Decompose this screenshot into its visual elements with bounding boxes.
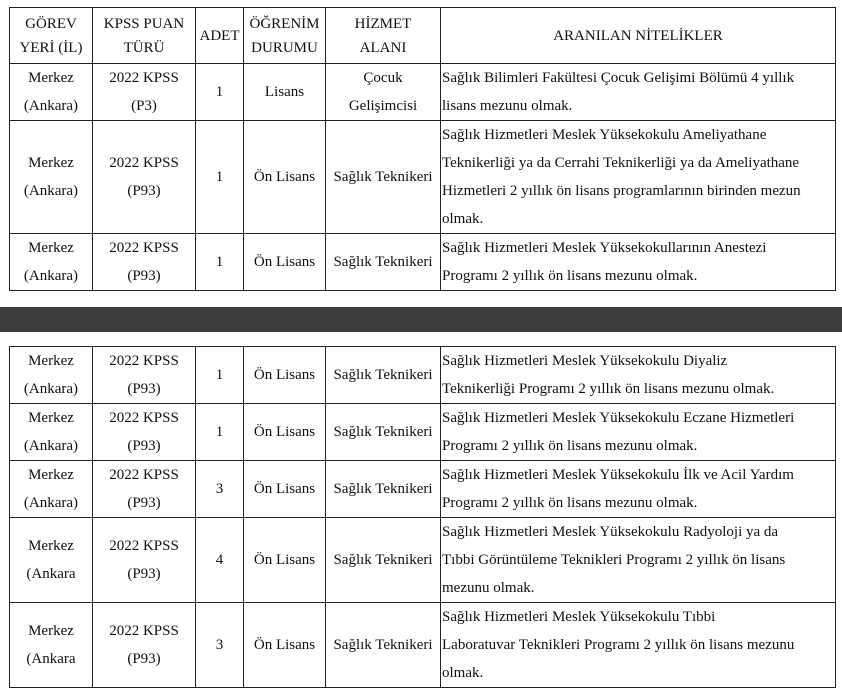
cell-hizmet-alani-line: Gelişimcisi — [348, 98, 418, 114]
cell-ogrenim-durumu: Ön Lisans — [244, 518, 326, 603]
header-gorev-yeri: GÖREV YERİ (İL) — [10, 8, 93, 64]
cell-aranilan-nitelikler — [441, 404, 836, 461]
cell-adet: 1 — [196, 234, 244, 291]
cell-hizmet-alani-line: Sağlık Teknikeri — [333, 254, 433, 270]
cell-gorev-yeri-line: Merkez — [28, 155, 74, 171]
cell-gorev-yeri-line: Merkez — [28, 240, 74, 256]
cell-hizmet-alani — [326, 347, 441, 404]
cell-kpss-puan-turu-line: (P3) — [131, 98, 157, 114]
cell-ogrenim-durumu: Ön Lisans — [244, 461, 326, 518]
cell-gorev-yeri-line: Merkez — [28, 538, 74, 554]
cell-kpss-puan-turu — [93, 404, 196, 461]
cell-gorev-yeri-line: (Ankara — [26, 566, 76, 582]
cell-aranilan-nitelikler-line: Teknikerliği Programı 2 yıllık ön lisans mezunu olmak. — [442, 381, 775, 397]
cell-kpss-puan-turu-line: 2022 KPSS — [109, 623, 179, 639]
table-row — [10, 347, 836, 404]
cell-adet: 1 — [196, 404, 244, 461]
cell-aranilan-nitelikler-line: mezunu olmak. — [442, 580, 535, 596]
cell-aranilan-nitelikler-line: Sağlık Hizmetleri Meslek Yüksekokulu İlk ve Acil Yardım — [442, 467, 794, 483]
cell-kpss-puan-turu-line: (P93) — [127, 183, 161, 199]
cell-kpss-puan-turu-line: 2022 KPSS — [109, 467, 179, 483]
cell-hizmet-alani — [326, 518, 441, 603]
table-row — [10, 603, 836, 688]
cell-aranilan-nitelikler-line: Programı 2 yıllık ön lisans mezunu olmak. — [442, 438, 698, 454]
table-row — [10, 461, 836, 518]
cell-kpss-puan-turu-line: (P93) — [127, 268, 161, 284]
table-row — [10, 121, 836, 234]
cell-ogrenim-durumu: Ön Lisans — [244, 234, 326, 291]
cell-hizmet-alani — [326, 461, 441, 518]
cell-kpss-puan-turu-line: 2022 KPSS — [109, 155, 179, 171]
cell-aranilan-nitelikler-line: Sağlık Hizmetleri Meslek Yüksekokulu Radyoloji ya da — [442, 524, 779, 540]
cell-adet: 4 — [196, 518, 244, 603]
cell-aranilan-nitelikler-line: Programı 2 yıllık ön lisans mezunu olmak. — [442, 268, 698, 284]
cell-gorev-yeri — [10, 347, 93, 404]
cell-hizmet-alani-line: Sağlık Teknikeri — [333, 552, 433, 568]
cell-aranilan-nitelikler-line: lisans mezunu olmak. — [442, 98, 573, 114]
cell-hizmet-alani — [326, 234, 441, 291]
cell-hizmet-alani — [326, 603, 441, 688]
cell-gorev-yeri-line: Merkez — [28, 623, 74, 639]
page-divider — [0, 307, 842, 332]
cell-aranilan-nitelikler — [441, 121, 836, 234]
cell-gorev-yeri-line: (Ankara) — [23, 381, 79, 397]
cell-gorev-yeri-line: (Ankara) — [23, 183, 79, 199]
cell-kpss-puan-turu-line: 2022 KPSS — [109, 410, 179, 426]
cell-gorev-yeri-line: (Ankara) — [23, 495, 79, 511]
cell-kpss-puan-turu — [93, 121, 196, 234]
table-row — [10, 64, 836, 121]
cell-gorev-yeri — [10, 64, 93, 121]
header-aranilan-nitelikler: ARANILAN NİTELİKLER — [441, 8, 836, 64]
cell-gorev-yeri — [10, 461, 93, 518]
cell-kpss-puan-turu — [93, 461, 196, 518]
cell-aranilan-nitelikler — [441, 234, 836, 291]
cell-gorev-yeri-line: (Ankara — [26, 651, 76, 667]
cell-gorev-yeri-line: Merkez — [28, 467, 74, 483]
cell-aranilan-nitelikler-line: Sağlık Hizmetleri Meslek Yüksekokullarının Anestezi — [442, 240, 767, 256]
cell-kpss-puan-turu-line: 2022 KPSS — [109, 70, 179, 86]
header-adet: ADET — [196, 8, 244, 64]
cell-gorev-yeri — [10, 518, 93, 603]
header-row — [10, 8, 836, 64]
cell-gorev-yeri — [10, 121, 93, 234]
table-row — [10, 518, 836, 603]
cell-aranilan-nitelikler — [441, 347, 836, 404]
cell-kpss-puan-turu-line: 2022 KPSS — [109, 353, 179, 369]
cell-aranilan-nitelikler — [441, 603, 836, 688]
cell-ogrenim-durumu: Ön Lisans — [244, 121, 326, 234]
cell-aranilan-nitelikler-line: Programı 2 yıllık ön lisans mezunu olmak. — [442, 495, 698, 511]
cell-aranilan-nitelikler-line: Sağlık Hizmetleri Meslek Yüksekokulu Ameliyathane — [442, 127, 767, 143]
job-table-top — [9, 7, 836, 291]
cell-gorev-yeri-line: (Ankara) — [23, 438, 79, 454]
cell-ogrenim-durumu: Lisans — [244, 64, 326, 121]
cell-kpss-puan-turu-line: (P93) — [127, 651, 161, 667]
cell-aranilan-nitelikler-line: olmak. — [442, 211, 484, 227]
cell-hizmet-alani — [326, 64, 441, 121]
cell-kpss-puan-turu-line: 2022 KPSS — [109, 240, 179, 256]
cell-hizmet-alani — [326, 404, 441, 461]
cell-kpss-puan-turu-line: (P93) — [127, 381, 161, 397]
cell-gorev-yeri-line: Merkez — [28, 410, 74, 426]
job-table-bottom — [9, 346, 836, 688]
cell-kpss-puan-turu-line: (P93) — [127, 495, 161, 511]
cell-aranilan-nitelikler-line: Teknikerliği ya da Cerrahi Teknikerliği ya da Ameliyathane — [442, 155, 800, 171]
cell-gorev-yeri — [10, 603, 93, 688]
cell-gorev-yeri-line: (Ankara) — [23, 98, 79, 114]
cell-hizmet-alani-line: Sağlık Teknikeri — [333, 367, 433, 383]
cell-aranilan-nitelikler — [441, 518, 836, 603]
cell-aranilan-nitelikler-line: Sağlık Hizmetleri Meslek Yüksekokulu Tıbbi — [442, 609, 716, 625]
cell-gorev-yeri — [10, 404, 93, 461]
cell-aranilan-nitelikler-line: Tıbbi Görüntüleme Teknikleri Programı 2 yıllık ön lisans — [442, 552, 786, 568]
cell-hizmet-alani-line: Sağlık Teknikeri — [333, 424, 433, 440]
cell-aranilan-nitelikler-line: Hizmetleri 2 yıllık ön lisans programlarının birinden mezun — [442, 183, 801, 199]
header-ogrenim-durumu: ÖĞRENİM DURUMU — [244, 8, 326, 64]
cell-ogrenim-durumu: Ön Lisans — [244, 603, 326, 688]
table-row — [10, 404, 836, 461]
cell-hizmet-alani-line: Sağlık Teknikeri — [333, 637, 433, 653]
cell-aranilan-nitelikler-line: Laboratuvar Teknikleri Programı 2 yıllık ön lisans mezunu — [442, 637, 795, 653]
cell-hizmet-alani-line: Sağlık Teknikeri — [333, 481, 433, 497]
cell-adet: 1 — [196, 121, 244, 234]
cell-kpss-puan-turu — [93, 234, 196, 291]
cell-aranilan-nitelikler — [441, 64, 836, 121]
cell-hizmet-alani — [326, 121, 441, 234]
cell-gorev-yeri — [10, 234, 93, 291]
cell-aranilan-nitelikler-line: olmak. — [442, 665, 484, 681]
header-hizmet-alani: HİZMET ALANI — [326, 8, 441, 64]
cell-kpss-puan-turu-line: (P93) — [127, 438, 161, 454]
header-kpss-puan-turu: KPSS PUAN TÜRÜ — [93, 8, 196, 64]
table-row — [10, 234, 836, 291]
cell-kpss-puan-turu — [93, 603, 196, 688]
cell-gorev-yeri-line: (Ankara) — [23, 268, 79, 284]
cell-adet: 1 — [196, 347, 244, 404]
cell-aranilan-nitelikler — [441, 461, 836, 518]
cell-aranilan-nitelikler-line: Sağlık Bilimleri Fakültesi Çocuk Gelişimi Bölümü 4 yıllık — [442, 70, 795, 86]
cell-kpss-puan-turu — [93, 64, 196, 121]
cell-adet: 1 — [196, 64, 244, 121]
cell-kpss-puan-turu-line: 2022 KPSS — [109, 538, 179, 554]
cell-gorev-yeri-line: Merkez — [28, 70, 74, 86]
cell-hizmet-alani-line: Çocuk — [363, 70, 403, 86]
cell-ogrenim-durumu: Ön Lisans — [244, 404, 326, 461]
cell-gorev-yeri-line: Merkez — [28, 353, 74, 369]
cell-kpss-puan-turu — [93, 347, 196, 404]
cell-hizmet-alani-line: Sağlık Teknikeri — [333, 169, 433, 185]
cell-adet: 3 — [196, 603, 244, 688]
cell-ogrenim-durumu: Ön Lisans — [244, 347, 326, 404]
cell-kpss-puan-turu — [93, 518, 196, 603]
cell-aranilan-nitelikler-line: Sağlık Hizmetleri Meslek Yüksekokulu Diyaliz — [442, 353, 728, 369]
cell-aranilan-nitelikler-line: Sağlık Hizmetleri Meslek Yüksekokulu Eczane Hizmetleri — [442, 410, 795, 426]
cell-adet: 3 — [196, 461, 244, 518]
cell-kpss-puan-turu-line: (P93) — [127, 566, 161, 582]
